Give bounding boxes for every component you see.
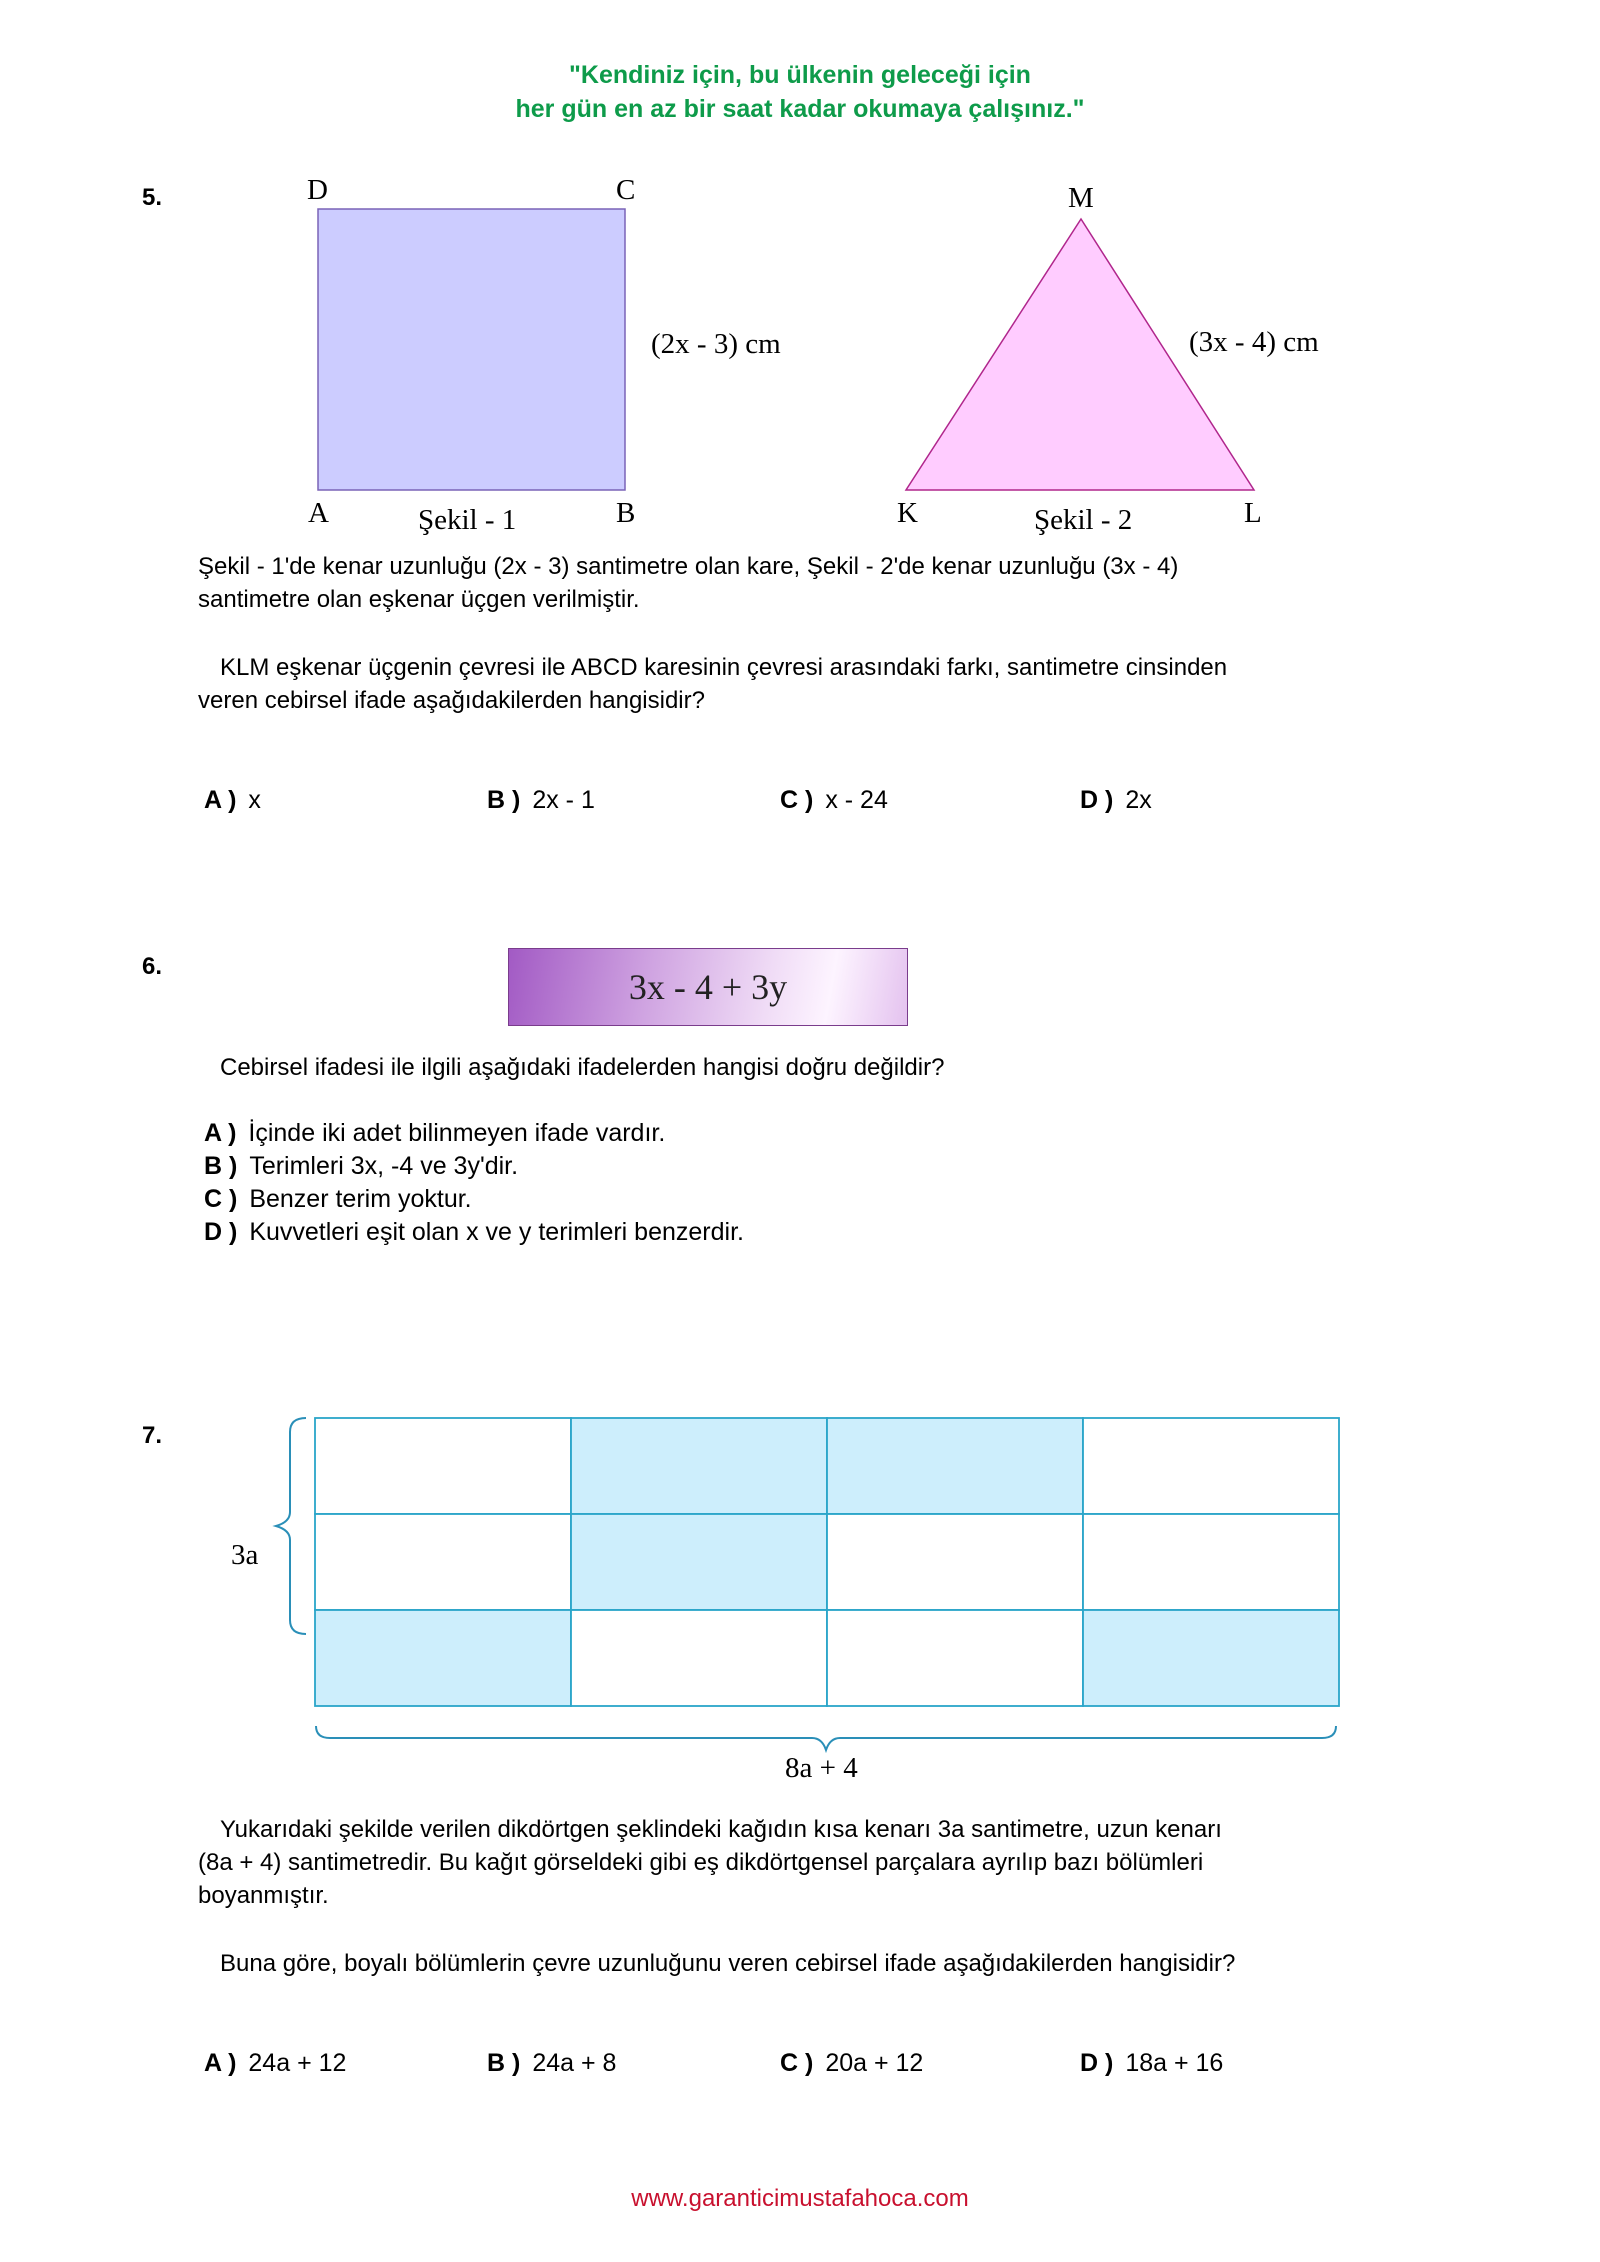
question-7-number: 7. bbox=[142, 1422, 163, 1449]
vertex-l: L bbox=[1244, 497, 1262, 529]
triangle-side-label: (3x - 4) cm bbox=[1189, 326, 1319, 358]
q5-text-1-line-2: santimetre olan eşkenar üçgen verilmiştir. bbox=[198, 586, 640, 613]
grid-cell bbox=[315, 1514, 571, 1610]
q7-option-a[interactable]: A ) 24a + 12 bbox=[204, 2049, 347, 2077]
q5-option-c[interactable]: C ) x - 24 bbox=[780, 786, 888, 814]
q5-option-b[interactable]: B ) 2x - 1 bbox=[487, 786, 595, 814]
grid-cell bbox=[827, 1610, 1083, 1706]
vertex-k: K bbox=[897, 497, 918, 529]
width-brace bbox=[316, 1726, 1336, 1750]
q5-text-1-line-1: Şekil - 1'de kenar uzunluğu (2x - 3) santimetre olan kare, Şekil - 2'de kenar uzunluğu (3x - 4) bbox=[198, 553, 1179, 580]
square-abcd bbox=[318, 209, 625, 490]
q7-text-2: Buna göre, boyalı bölümlerin çevre uzunluğunu veren cebirsel ifade aşağıdakilerden hangisidir? bbox=[220, 1950, 1236, 1977]
figure-2-caption: Şekil - 2 bbox=[1034, 504, 1133, 536]
q6-option-c[interactable]: C ) Benzer terim yoktur. bbox=[204, 1185, 472, 1213]
q7-option-d[interactable]: D ) 18a + 16 bbox=[1080, 2049, 1224, 2077]
q5-option-a[interactable]: A ) x bbox=[204, 786, 261, 814]
grid-cell-shaded bbox=[571, 1418, 827, 1514]
grid-cell-shaded bbox=[1083, 1610, 1339, 1706]
expression-box bbox=[508, 948, 908, 1026]
grid-cell bbox=[1083, 1418, 1339, 1514]
expression-text: 3x - 4 + 3y bbox=[628, 967, 788, 1007]
vertex-b: B bbox=[616, 497, 636, 529]
grid-cell-shaded bbox=[571, 1514, 827, 1610]
motto-line-2: her gün en az bir saat kadar okumaya çalışınız." bbox=[515, 95, 1085, 123]
q7-option-c[interactable]: C ) 20a + 12 bbox=[780, 2049, 924, 2077]
square-side-label: (2x - 3) cm bbox=[651, 328, 781, 360]
q5-text-2-line-2: veren cebirsel ifade aşağıdakilerden hangisidir? bbox=[198, 687, 705, 714]
footer-url[interactable]: www.garanticimustafahoca.com bbox=[631, 2185, 969, 2212]
vertex-c: C bbox=[616, 174, 636, 206]
vertex-d: D bbox=[307, 174, 328, 206]
q6-question: Cebirsel ifadesi ile ilgili aşağıdaki ifadelerden hangisi doğru değildir? bbox=[220, 1054, 945, 1081]
q5-figures bbox=[0, 0, 1600, 560]
width-label: 8a + 4 bbox=[785, 1752, 858, 1784]
q6-option-b[interactable]: B ) Terimleri 3x, -4 ve 3y'dir. bbox=[204, 1152, 519, 1180]
q7-text-1-line-3: boyanmıştır. bbox=[198, 1882, 329, 1909]
q5-option-d[interactable]: D ) 2x bbox=[1080, 786, 1152, 814]
q7-text-1-line-1: Yukarıdaki şekilde verilen dikdörtgen şeklindeki kağıdın kısa kenarı 3a santimetre, uzun kenarı bbox=[220, 1816, 1222, 1843]
grid-cell bbox=[571, 1610, 827, 1706]
q6-option-d[interactable]: D ) Kuvvetleri eşit olan x ve y terimleri benzerdir. bbox=[204, 1218, 744, 1246]
figure-1-caption: Şekil - 1 bbox=[418, 504, 517, 536]
height-brace bbox=[276, 1418, 306, 1634]
grid-cell bbox=[315, 1418, 571, 1514]
motto-line-1: "Kendiniz için, bu ülkenin geleceği için bbox=[569, 61, 1031, 89]
grid-cell-shaded bbox=[827, 1418, 1083, 1514]
question-5-number: 5. bbox=[142, 184, 163, 211]
question-6-number: 6. bbox=[142, 953, 163, 980]
grid-cell bbox=[827, 1514, 1083, 1610]
paper-grid bbox=[315, 1418, 1339, 1706]
vertex-m: M bbox=[1068, 182, 1094, 214]
q7-option-b[interactable]: B ) 24a + 8 bbox=[487, 2049, 617, 2077]
height-label: 3a bbox=[231, 1539, 259, 1571]
q7-figure bbox=[0, 1380, 1600, 1800]
q6-option-a[interactable]: A ) İçinde iki adet bilinmeyen ifade vardır. bbox=[204, 1119, 666, 1147]
grid-cell-shaded bbox=[315, 1610, 571, 1706]
q5-text-2-line-1: KLM eşkenar üçgenin çevresi ile ABCD karesinin çevresi arasındaki farkı, santimetre cinsinden bbox=[220, 654, 1228, 681]
vertex-a: A bbox=[308, 497, 329, 529]
q7-text-1-line-2: (8a + 4) santimetredir. Bu kağıt görseldeki gibi eş dikdörtgensel parçalara ayrılıp bazı bölümleri bbox=[198, 1849, 1204, 1876]
grid-cell bbox=[1083, 1514, 1339, 1610]
